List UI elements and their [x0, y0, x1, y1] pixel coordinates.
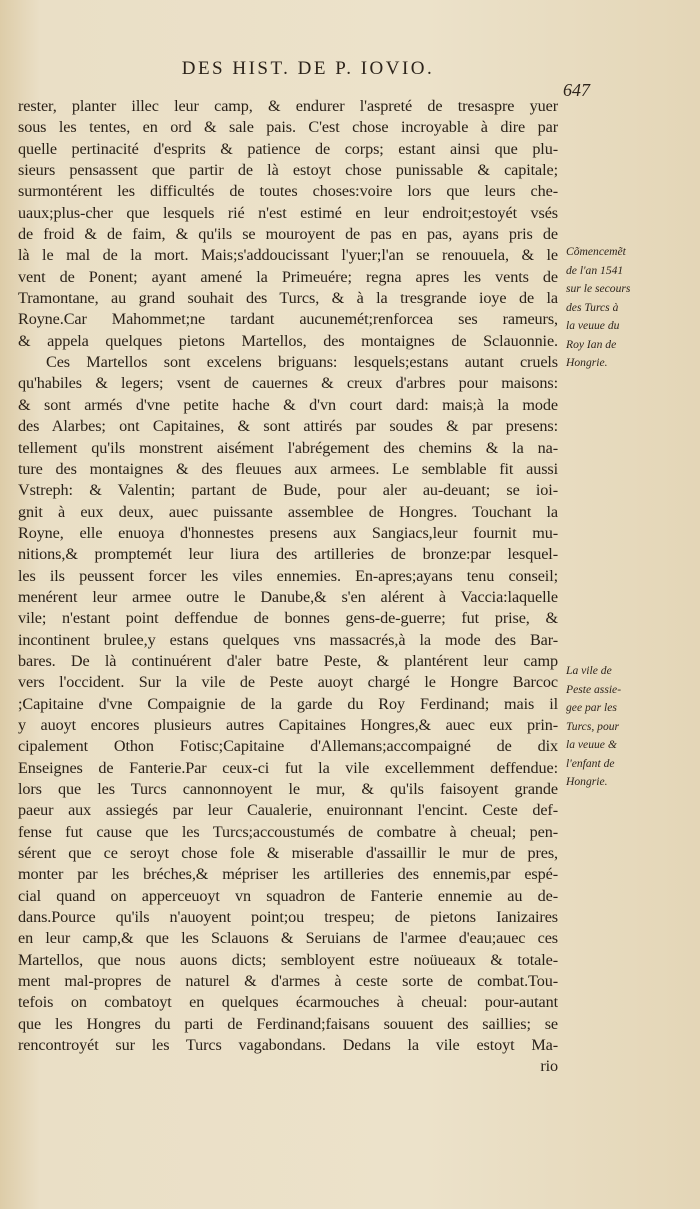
running-head: DES HIST. DE P. IOVIO. — [181, 58, 435, 79]
text-line: gnit à eux deux, auec puissante assemblee de Hongres. Touchant la — [18, 502, 558, 521]
margin-note-2 — [566, 662, 692, 792]
page-number: 647 — [563, 80, 590, 100]
text-line: ment mal-propres de naturel & d'armes à ceste sorte de combat.Tou- — [18, 972, 558, 991]
margin-note-line: sur le secours — [566, 282, 631, 295]
text-line: dans.Pource qu'ils n'auoyent point;ou trespeu; de pietons Ianizaires — [18, 908, 558, 927]
text-line: paeur aux assiegés par leur Caualerie, enuironnant l'encint. Ceste def- — [18, 801, 558, 820]
text-line: Ces Martellos sont excelens briguans: lesquels;estans autant cruels — [46, 353, 558, 372]
text-line: & sont armés d'vne petite hache & d'vn court dard: mais;à la mode — [18, 395, 558, 414]
margin-note-line: l'enfant de — [566, 756, 615, 770]
text-line: rio — [540, 1057, 558, 1076]
text-line: tellement qu'ils monstrent aisément l'abrégement des chemins & la na- — [18, 438, 558, 457]
text-line: que les Hongres du parti de Ferdinand;faisans souuent des saillies; se — [18, 1014, 558, 1033]
margin-note-line: Hongrie. — [566, 356, 608, 369]
text-line: bares. De là continuérent d'aler batre Peste, & plantérent leur camp — [18, 651, 558, 670]
margin-note-line: Roy Ian de — [566, 337, 617, 351]
margin-note-line: la veuue du — [566, 319, 620, 332]
margin-note-line: La vile de — [566, 664, 612, 677]
text-line: tefois on combatoyt en quelques écarmouches à cheual: pour-autant — [18, 993, 558, 1012]
text-line: rester, planter illec leur camp, & endurer l'aspreté de tresaspre yuer — [18, 97, 558, 115]
text-line: Vstreph: & Valentin; partant de Bude, pour aler au-deuant; se ioi- — [18, 481, 558, 500]
margin-note-line: la veuue & — [566, 738, 617, 751]
text-line: lors que les Turcs cannonnoyent le mur, & qu'ils faisoyent grande — [18, 780, 558, 798]
margin-note-line: de l'an 1541 — [566, 263, 624, 277]
text-line: uaux;plus-cher que lesquels rié n'est estimé en leur endroit;estoyét vsés — [18, 203, 558, 222]
text-line: de froid & de faim, & qu'ils se mouroyent de pas en pas, ayans pris de — [18, 225, 558, 244]
text-line: en leur camp,& que les Sclauons & Seruians de l'armee d'eau;auec ces — [18, 929, 558, 948]
text-line: vent de Ponent; ayant amené la Primeuére; regna apres les vents de — [18, 267, 558, 286]
text-line: Royne.Car Mahommet;ne tardant aucunemét;renforcea ses rameurs, — [18, 310, 558, 329]
margin-note-line: Cõmencemẽt — [566, 245, 626, 258]
text-line: y auoyt encores plusieurs autres Capitaines Hongres,& auec eux prin- — [18, 715, 558, 734]
text-line: menérent leur armee outre le Danube,& s'en alérent à Vaccia:laquelle — [18, 587, 558, 606]
text-line: ;Capitaine d'vne Compaignie de la garde du Roy Ferdinand; mais il — [18, 694, 558, 713]
text-line: incontinent brulee,y estans quelques vns massacrés,à la mode des Bar- — [18, 630, 558, 649]
body-text — [18, 96, 558, 1078]
text-line: & appela quelques pietons Martellos, des montaignes de Sclauonnie. — [18, 331, 558, 350]
margin-note-line: des Turcs à — [566, 300, 619, 314]
text-line: des Alarbes; ont Capitaines, & sont attirés par soudes & par presens: — [18, 417, 558, 436]
text-line: surmontérent les difficultés de toutes choses:voire lors que leurs che- — [18, 182, 558, 201]
margin-note-line: Turcs, pour — [566, 719, 620, 733]
text-line: qu'habiles & legers; vsent de cauernes & creux d'arbres pour maisons: — [18, 374, 558, 393]
text-line: les ils peussent forcer les viles ennemies. En-apres;ayans tenu conseil; — [18, 566, 558, 585]
text-line: Tramontane, au grand souhait des Turcs, & à la tresgrande ioye de la — [18, 289, 558, 308]
text-line: Royne, elle enuoya d'honnestes presens aux Sangiacs,leur fournit mu- — [18, 523, 558, 542]
text-line: là le mal de la mort. Mais;s'addoucissant l'yuer;l'an se renouuela, & le — [18, 246, 558, 265]
margin-note-line: Hongrie. — [566, 775, 608, 788]
text-line: rencontroyét sur les Turcs vagabondans. Dedans la vile estoyt Ma- — [18, 1036, 558, 1055]
margin-note-line: Peste assie- — [566, 682, 622, 696]
text-line: Enseignes de Fanterie.Par ceux-ci fut la vile excellemment deffendue: — [18, 758, 558, 777]
text-line: sérent que ce seroyt chose fole & miserable d'assaillir le mur de pres, — [18, 844, 558, 863]
text-line: cial quand on apperceuoyt vn squadron de Fanterie ennemie au de- — [18, 886, 558, 905]
text-line: quelle pertinacité d'esprits & patience de corps; estant ainsi que plu- — [18, 139, 558, 158]
margin-note-1 — [566, 243, 692, 373]
text-line: sieurs pensassent que partir de là estoyt chose punissable & capitale; — [18, 161, 558, 180]
text-line: sous les tentes, en ord & sale pais. C'est chose incroyable à dire par — [18, 118, 558, 137]
text-line: monter par les bréches,& mépriser les artilleries des ennemis,par espé- — [18, 865, 558, 884]
text-line: vers l'occident. Sur la vile de Peste auoyt chargé le Hongre Barcoc — [18, 673, 558, 692]
text-line: vile; n'estant point deffendue de bonnes gens-de-guerre; fut prise, & — [18, 609, 558, 628]
margin-note-line: gee par les — [566, 701, 617, 714]
text-line: nitions,& promptemét leur liura des artilleries de bronze:par lesquel- — [18, 545, 558, 564]
text-line: ture des montaignes & des fleuues aux armees. Le semblable fit aussi — [18, 459, 558, 478]
text-line: cipalement Othon Fotisc;Capitaine d'Allemans;accompaigné de dix — [18, 737, 558, 756]
text-line: fense fut cause que les Turcs;accoustumés de combatre à cheual; pen- — [18, 822, 558, 841]
text-line: Martellos, que nous auons dicts; sembloyent estre noüueaux & totale- — [18, 950, 558, 969]
